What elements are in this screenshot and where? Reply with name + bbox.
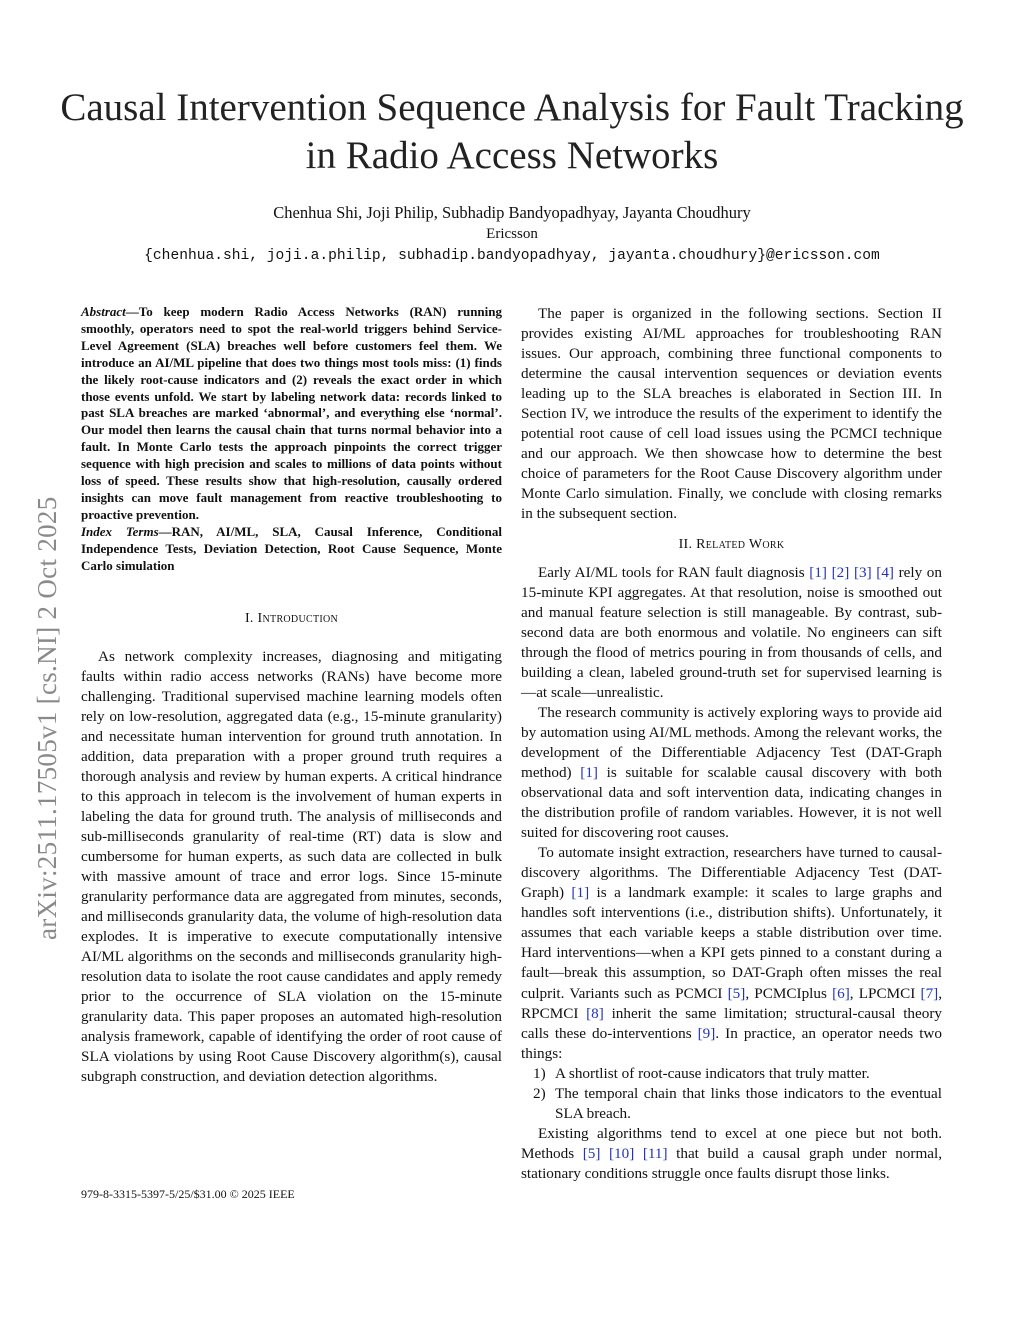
citation-link[interactable]: [7] [920, 984, 939, 1002]
citation-link[interactable]: [6] [832, 984, 850, 1002]
abstract-label: Abstract [81, 304, 126, 319]
citation-link[interactable]: [11] [642, 1144, 668, 1162]
index-terms: Index Terms—RAN, AI/ML, SLA, Causal Inference, Conditional Independence Tests, Deviation Detection, Root Cause Sequence, Monte Carlo simulation [81, 523, 502, 573]
citation-link[interactable]: [5] [582, 1144, 601, 1162]
citation-link[interactable]: [8] [586, 1004, 604, 1022]
intro-paragraph: As network complexity increases, diagnosing and mitigating faults within radio access networks (RANs) have become more challenging. Traditional supervised machine learning models often rely on low-resolution, aggregated data (e.g., 15-minute granularity) and necessitate human intervention for ground truth annotation. In addition, data preparation with a proper ground truth requires a thorough analysis and review by human experts. A critical hindrance to this approach in telecom is the involvement of human experts in labeling the data for ground truth. The analysis of milliseconds and sub-milliseconds granularity of real-time (RT) data is slow and cumbersome for human experts, as such data are collected in bulk with massive amount of trace and error logs. Since 15-minute granularity performance data are aggregated from minutes, seconds, and milliseconds granularity data, the volume of high-resolution data explodes. It is imperative to execute computationally intensive AI/ML algorithms on the seconds and milliseconds granularity high-resolution data to isolate the root cause candidates and apply remedy prior to the occurrence of SLA violation on the 15-minute granularity data. This paper proposes an automated high-resolution analysis framework, capable of identifying the order of root cause of SLA violations by using Root Cause Discovery algorithm(s), causal subgraph construction, and deviation detection algorithms. [81, 647, 502, 1086]
related-work-paragraph: The research community is actively exploring ways to provide aid by automation using AI/ML methods. Among the relevant works, the development of the Differentiable Adjacency Test (DAT-Graph method) [1] is suitable for scalable causal discovery with both observational data and soft intervention data, indicating changes in the distribution profile of random variables. However, it is not well suited for discovering root causes. [521, 703, 943, 842]
citation-link[interactable]: [1] [580, 763, 598, 781]
citation-link[interactable]: [1] [809, 563, 827, 581]
copyright-footer: 979-8-3315-5397-5/25/$31.00 © 2025 IEEE [81, 1187, 295, 1201]
affiliation: Ericsson [486, 226, 538, 242]
index-terms-label: Index Terms [81, 523, 159, 539]
citation-link[interactable]: [9] [697, 1024, 716, 1042]
citation-link[interactable]: [4] [876, 563, 894, 581]
abstract-text: To keep modern Radio Access Networks (RAN) running smoothly, operators need to spot the real-world triggers behind Service-Level Agreement (SLA) breaches well before customers feel them. We introduce an AI/ML pipeline that does two things most tools miss: (1) finds the likely root-cause indicators and (2) reveals the exact order in which those events unfold. We start by labeling network data: records linked to past SLA breaches are marked ‘abnormal’, and everything else ‘normal’. Our model then learns the causal chain that turns normal behavior into a fault. In Monte Carlo tests the approach pinpoints the correct trigger sequence with high precision and scales to millions of data points without loss of speed. These results show that high-resolution, causally ordered insights can move fault management from reactive troubleshooting to proactive prevention. [81, 304, 502, 522]
arxiv-stamp: arXiv:2511.17505v1 [cs.NI] 2 Oct 2025 [32, 496, 62, 940]
section-heading-introduction [81, 609, 502, 629]
abstract: Abstract—To keep modern Radio Access Networks (RAN) running smoothly, operators need to spot the real-world triggers behind Service-Level Agreement (SLA) breaches well before customers feel them. We introduce an AI/ML pipeline that does two things most tools miss: (1) finds the likely root-cause indicators and (2) reveals the exact order in which those events unfold. We start by labeling network data: records linked to past SLA breaches are marked ‘abnormal’, and everything else ‘normal’. Our model then learns the causal chain that turns normal behavior into a fault. In Monte Carlo tests the approach pinpoints the correct trigger sequence with high precision and scales to millions of data points without loss of speed. These results show that high-resolution, causally ordered insights can move fault management from reactive troubleshooting to proactive prevention. [81, 304, 502, 522]
requirements-list [521, 1064, 942, 1124]
citation-link[interactable]: [2] [831, 563, 850, 581]
citation-link[interactable]: [5] [727, 984, 746, 1002]
related-work-paragraph: To automate insight extraction, researchers have turned to causal-discovery algorithms. The Differentiable Adjacency Test (DAT-Graph) [1] is a landmark example: it scales to large graphs and handles soft interventions (i.e., distribution shifts). Unfortunately, it assumes that each variable keeps a stable distribution over time. Hard interventions—when a KPI gets pinned to a constant during a fault—break this assumption, so DAT-Graph often misses the real culprit. Variants such as PCMCI [5], PCMCIplus [6], LPCMCI [7], RPCMCI [8] inherit the same limitation; structural-causal theory calls these do-interventions [9]. In practice, an operator needs two things: [521, 844, 943, 1062]
list-item: 2) The temporal chain that links those indicators to the eventual SLA breach. [533, 1084, 942, 1122]
related-work-paragraph: Existing algorithms tend to excel at one piece but not both. Methods [5] [10] [11] that build a causal graph under normal, stationary conditions struggle once faults disrupt those links. [521, 1124, 943, 1182]
citation-link[interactable]: [3] [853, 563, 872, 581]
related-work-paragraph: Early AI/ML tools for RAN fault diagnosis [1] [2] [3] [4] rely on 15-minute KPI aggregates. At that resolution, noise is smoothed out and manual feature selection is still manageable. By contrast, sub-second data are both enormous and volatile. No engineers can sift through the flood of metrics pouring in from thousands of cells, and building a clean, labeled ground-truth set for supervised learning is—at scale—unrealistic. [521, 563, 942, 701]
section-heading-related-work [521, 535, 942, 555]
right-column [521, 304, 942, 1184]
citation-link[interactable]: [10] [608, 1144, 635, 1162]
section-title: Related Work [696, 536, 785, 552]
author-list: Chenhua Shi, Joji Philip, Subhadip Bandyopadhyay, Jayanta Choudhury [273, 203, 751, 222]
citation-link[interactable]: [1] [571, 884, 590, 902]
index-terms-text: RAN, AI/ML, SLA, Causal Inference, Conditional Independence Tests, Deviation Detection, Root Cause Sequence, Monte Carlo simulation [81, 523, 502, 573]
section-number: II. [678, 536, 693, 552]
section-number: I. [244, 610, 254, 626]
section-title: Introduction [257, 610, 339, 626]
left-column [81, 304, 502, 1088]
list-item: 1) A shortlist of root-cause indicators that truly matter. [533, 1064, 870, 1082]
paper-title: Causal Intervention Sequence Analysis for Fault Tracking in Radio Access Networks [60, 86, 964, 177]
organization-paragraph: The paper is organized in the following sections. Section II provides existing AI/ML approaches for troubleshooting RAN issues. Our approach, combining three functional components to determine the causal intervention sequences or deviation events leading up to the SLA breaches is elaborated in Section III. In Section IV, we introduce the results of the experiment to identify the potential root cause of cell load issues using the PCMCI technique and our approach. We then showcase how to determine the best choice of parameters for the Root Cause Discovery algorithm under Monte Carlo simulation. Finally, we conclude with closing remarks in the subsequent section. [521, 305, 942, 523]
author-emails: {chenhua.shi, joji.a.philip, subhadip.bandyopadhyay, jayanta.choudhury}@ericsson.com [144, 248, 880, 264]
